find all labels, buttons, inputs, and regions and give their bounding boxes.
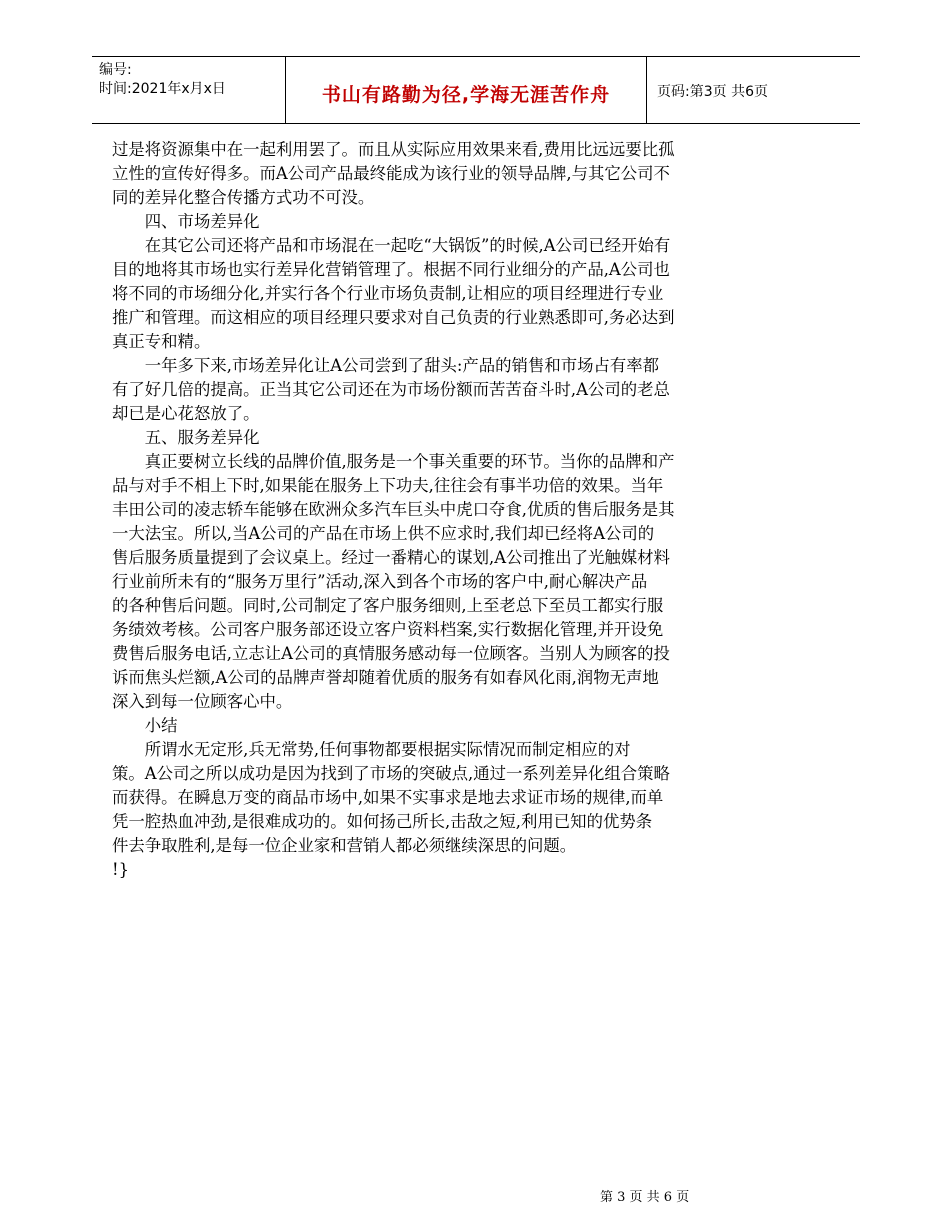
page-header bbox=[92, 56, 860, 124]
body-text-line: !} bbox=[112, 860, 130, 879]
body-text-line: 过是将资源集中在一起利用罢了。而且从实际应用效果来看,费用比远远要比孤 bbox=[112, 140, 675, 159]
body-text-line: 件去争取胜利,是每一位企业家和营销人都必须继续深思的问题。 bbox=[112, 836, 577, 855]
body-text-line: 丰田公司的凌志轿车能够在欧洲众多汽车巨头中虎口夺食,优质的售后服务是其 bbox=[112, 500, 675, 519]
header-left-cell bbox=[92, 57, 286, 123]
body-text-line: 一大法宝。所以,当A公司的产品在市场上供不应求时,我们却已经将A公司的 bbox=[112, 524, 655, 543]
body-text-line: 而获得。在瞬息万变的商品市场中,如果不实事求是地去求证市场的规律,而单 bbox=[112, 788, 664, 807]
header-motto-cell bbox=[286, 57, 647, 123]
header-right-cell bbox=[647, 57, 860, 123]
body-text-line: 五、服务差异化 bbox=[112, 428, 260, 447]
body-text-line: 一年多下来,市场差异化让A公司尝到了甜头:产品的销售和市场占有率都 bbox=[112, 356, 660, 375]
document-number-label: 编号: bbox=[99, 62, 132, 78]
body-text-line: 同的差异化整合传播方式功不可没。 bbox=[112, 188, 375, 207]
document-body bbox=[112, 138, 772, 882]
document-date-label: 时间:2021年x月x日 bbox=[99, 81, 226, 97]
body-text-line: 诉而焦头烂额,A公司的品牌声誉却随着优质的服务有如春风化雨,润物无声地 bbox=[112, 668, 659, 687]
page-footer: 第 3 页 共 6 页 bbox=[600, 1190, 690, 1205]
body-text-line: 四、市场差异化 bbox=[112, 212, 260, 231]
body-text-line: 品与对手不相上下时,如果能在服务上下功夫,往往会有事半功倍的效果。当年 bbox=[112, 476, 664, 495]
body-text-line: 售后服务质量提到了会议桌上。经过一番精心的谋划,A公司推出了光触媒材料 bbox=[112, 548, 670, 567]
body-text-line: 所谓水无定形,兵无常势,任何事物都要根据实际情况而制定相应的对 bbox=[112, 740, 631, 759]
body-text-line: 凭一腔热血冲劲,是很难成功的。如何扬己所长,击敌之短,利用已知的优势条 bbox=[112, 812, 653, 831]
body-text-line: 目的地将其市场也实行差异化营销管理了。根据不同行业细分的产品,A公司也 bbox=[112, 260, 670, 279]
body-text-line: 将不同的市场细分化,并实行各个行业市场负责制,让相应的项目经理进行专业 bbox=[112, 284, 664, 303]
body-text-line: 有了好几倍的提高。正当其它公司还在为市场份额而苦苦奋斗时,A公司的老总 bbox=[112, 380, 670, 399]
body-text-line: 推广和管理。而这相应的项目经理只要求对自己负责的行业熟悉即可,务必达到 bbox=[112, 308, 675, 327]
body-text-line: 真正专和精。 bbox=[112, 332, 211, 351]
body-text-line: 深入到每一位顾客心中。 bbox=[112, 692, 293, 711]
body-text-line: 策。A公司之所以成功是因为找到了市场的突破点,通过一系列差异化组合策略 bbox=[112, 764, 670, 783]
header-motto: 书山有路勤为径,学海无涯苦作舟 bbox=[321, 84, 611, 106]
body-text-line: 真正要树立长线的品牌价值,服务是一个事关重要的环节。当你的品牌和产 bbox=[112, 452, 675, 471]
body-text-line: 在其它公司还将产品和市场混在一起吃“大锅饭”的时候,A公司已经开始有 bbox=[112, 236, 671, 255]
body-text-line: 立性的宣传好得多。而A公司产品最终能成为该行业的领导品牌,与其它公司不 bbox=[112, 164, 670, 183]
body-text-line: 的各种售后问题。同时,公司制定了客户服务细则,上至老总下至员工都实行服 bbox=[112, 596, 664, 615]
body-text-line: 却已是心花怒放了。 bbox=[112, 404, 260, 423]
body-text-line: 行业前所未有的“服务万里行”活动,深入到各个市场的客户中,耐心解决产品 bbox=[112, 572, 648, 591]
body-text-line: 费售后服务电话,立志让A公司的真情服务感动每一位顾客。当别人为顾客的投 bbox=[112, 644, 670, 663]
body-text-line: 小结 bbox=[112, 716, 178, 735]
body-text-line: 务绩效考核。公司客户服务部还设立客户资料档案,实行数据化管理,并开设免 bbox=[112, 620, 664, 639]
header-page-number: 页码:第3页 共6页 bbox=[657, 84, 768, 100]
